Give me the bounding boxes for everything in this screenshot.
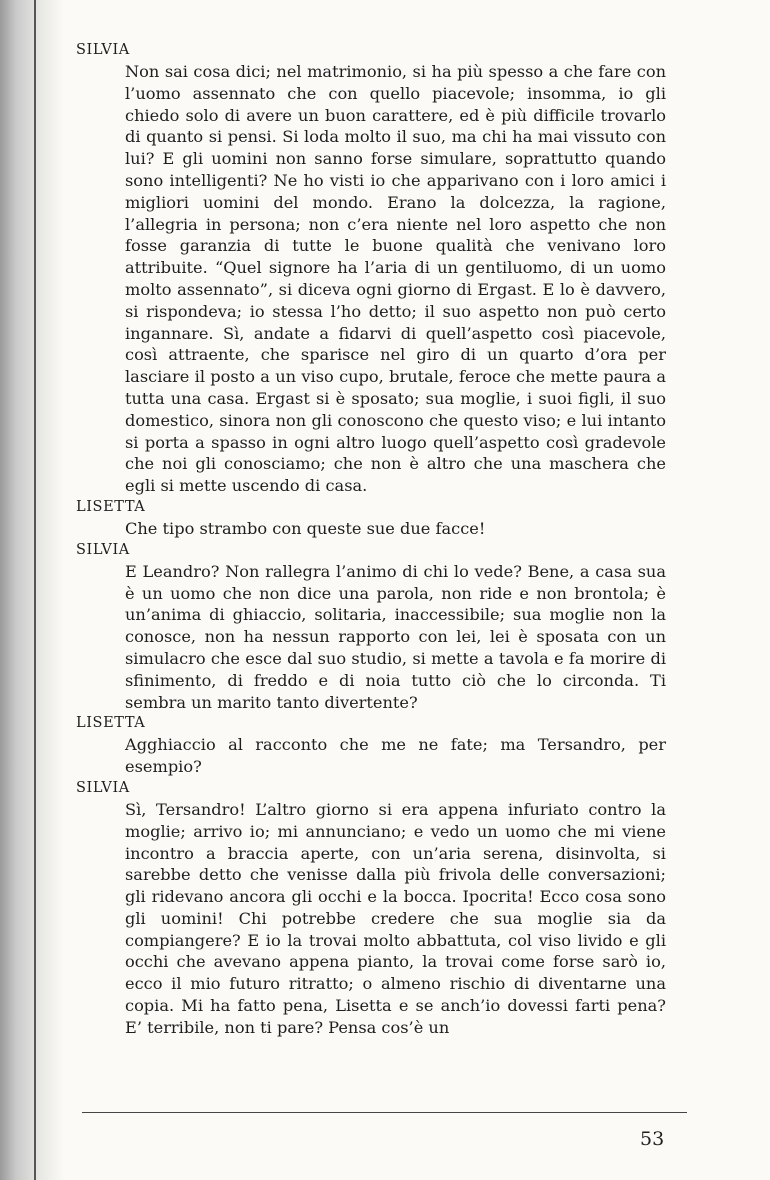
speaker-lisetta: LISETTA	[76, 498, 146, 515]
speaker-silvia: SILVIA	[76, 42, 130, 58]
footer-rule	[82, 1112, 687, 1113]
book-binding-shadow	[0, 0, 64, 1180]
speech-silvia-3: Sì, Tersandro! L’altro giorno si era appena infuriato contro la moglie; arrivo io; mi annunciano; e vedo un uomo che mi viene incontro a braccia aperte, con un’aria serena, disinvolta, si sarebbe detto che venisse dalla più frivola delle conversazioni; gli ridevano ancora gli occhi e la bocca. Ipocrita! Ecco cosa sono gli uomini! Chi potrebbe credere che sua moglie sia da compiangere? E io la trovai molto abbattuta, col viso livido e gli occhi che avevano appena pianto, la trovai come forse sarò io, ecco il mio futuro ritratto; o almeno rischio di diventarne una copia. Mi ha fatto pena, Lisetta e se anch’io dovessi farti pena? E’ terribile, non ti pare? Pensa cos’è un	[125, 799, 666, 1037]
speaker-silvia: SILVIA	[76, 779, 130, 796]
speech-lisetta-1: Che tipo strambo con queste sue due facce!	[125, 518, 486, 538]
page-body	[76, 40, 666, 1039]
speech-lisetta-2: Agghiaccio al racconto che me ne fate; ma Tersandro, per esempio?	[125, 735, 666, 777]
speaker-silvia: SILVIA	[76, 541, 130, 558]
page-number: 53	[640, 1128, 665, 1150]
speaker-lisetta: LISETTA	[76, 715, 146, 732]
gutter-line	[34, 0, 36, 1180]
speech-silvia-1: Non sai cosa dici; nel matrimonio, si ha più spesso a che fare con l’uomo assennato che con quello piacevole; insomma, io gli chiedo solo di avere un buon carattere, ed è più difficile trovarlo di quanto si pensi. Si loda molto il suo, ma chi ha mai vissuto con lui? E gli uomini non sanno forse simulare, soprattutto quando sono intelligenti? Ne ho visti io che apparivano con i loro amici i migliori uomini del mondo. Erano la dolcezza, la ragione, l’allegria in persona; non c’era niente nel loro aspetto che non fosse garanzia di tutte le buone qualità che venivano loro attribuite. “Quel signore ha l’aria di un gentiluomo, di un uomo molto assennato”, si diceva ogni giorno di Ergast. E lo è davvero, si rispondeva; io stessa l’ho detto; il suo aspetto non può certo ingannare. Sì, andate a fidarvi di quell’aspetto così piacevole, così attraente, che sparisce nel giro di un quarto d’ora per lasciare il posto a un viso cupo, brutale, feroce che mette paura a tutta una casa. Ergast si è sposato; sua moglie, i suoi figli, il suo domestico, sinora non gli conoscono che questo viso; e lui intanto si porta a spasso in ogni altro luogo quell’aspetto così gradevole che noi gli conosciamo; che non è altro che una maschera che egli si mette uscendo di casa.	[125, 62, 666, 496]
speech-silvia-2: E Leandro? Non rallegra l’animo di chi lo vede? Bene, a casa sua è un uomo che non dice una parola, non ride e non brontola; è un’anima di ghiaccio, solitaria, inaccessibile; sua moglie non la conosce, non ha nessun rapporto con lei, lei è sposata con un simulacro che esce dal suo studio, si mette a tavola e fa morire di sfinimento, di freddo e di noia tutto ciò che lo circonda. Ti sembra un marito tanto divertente?	[125, 561, 666, 712]
